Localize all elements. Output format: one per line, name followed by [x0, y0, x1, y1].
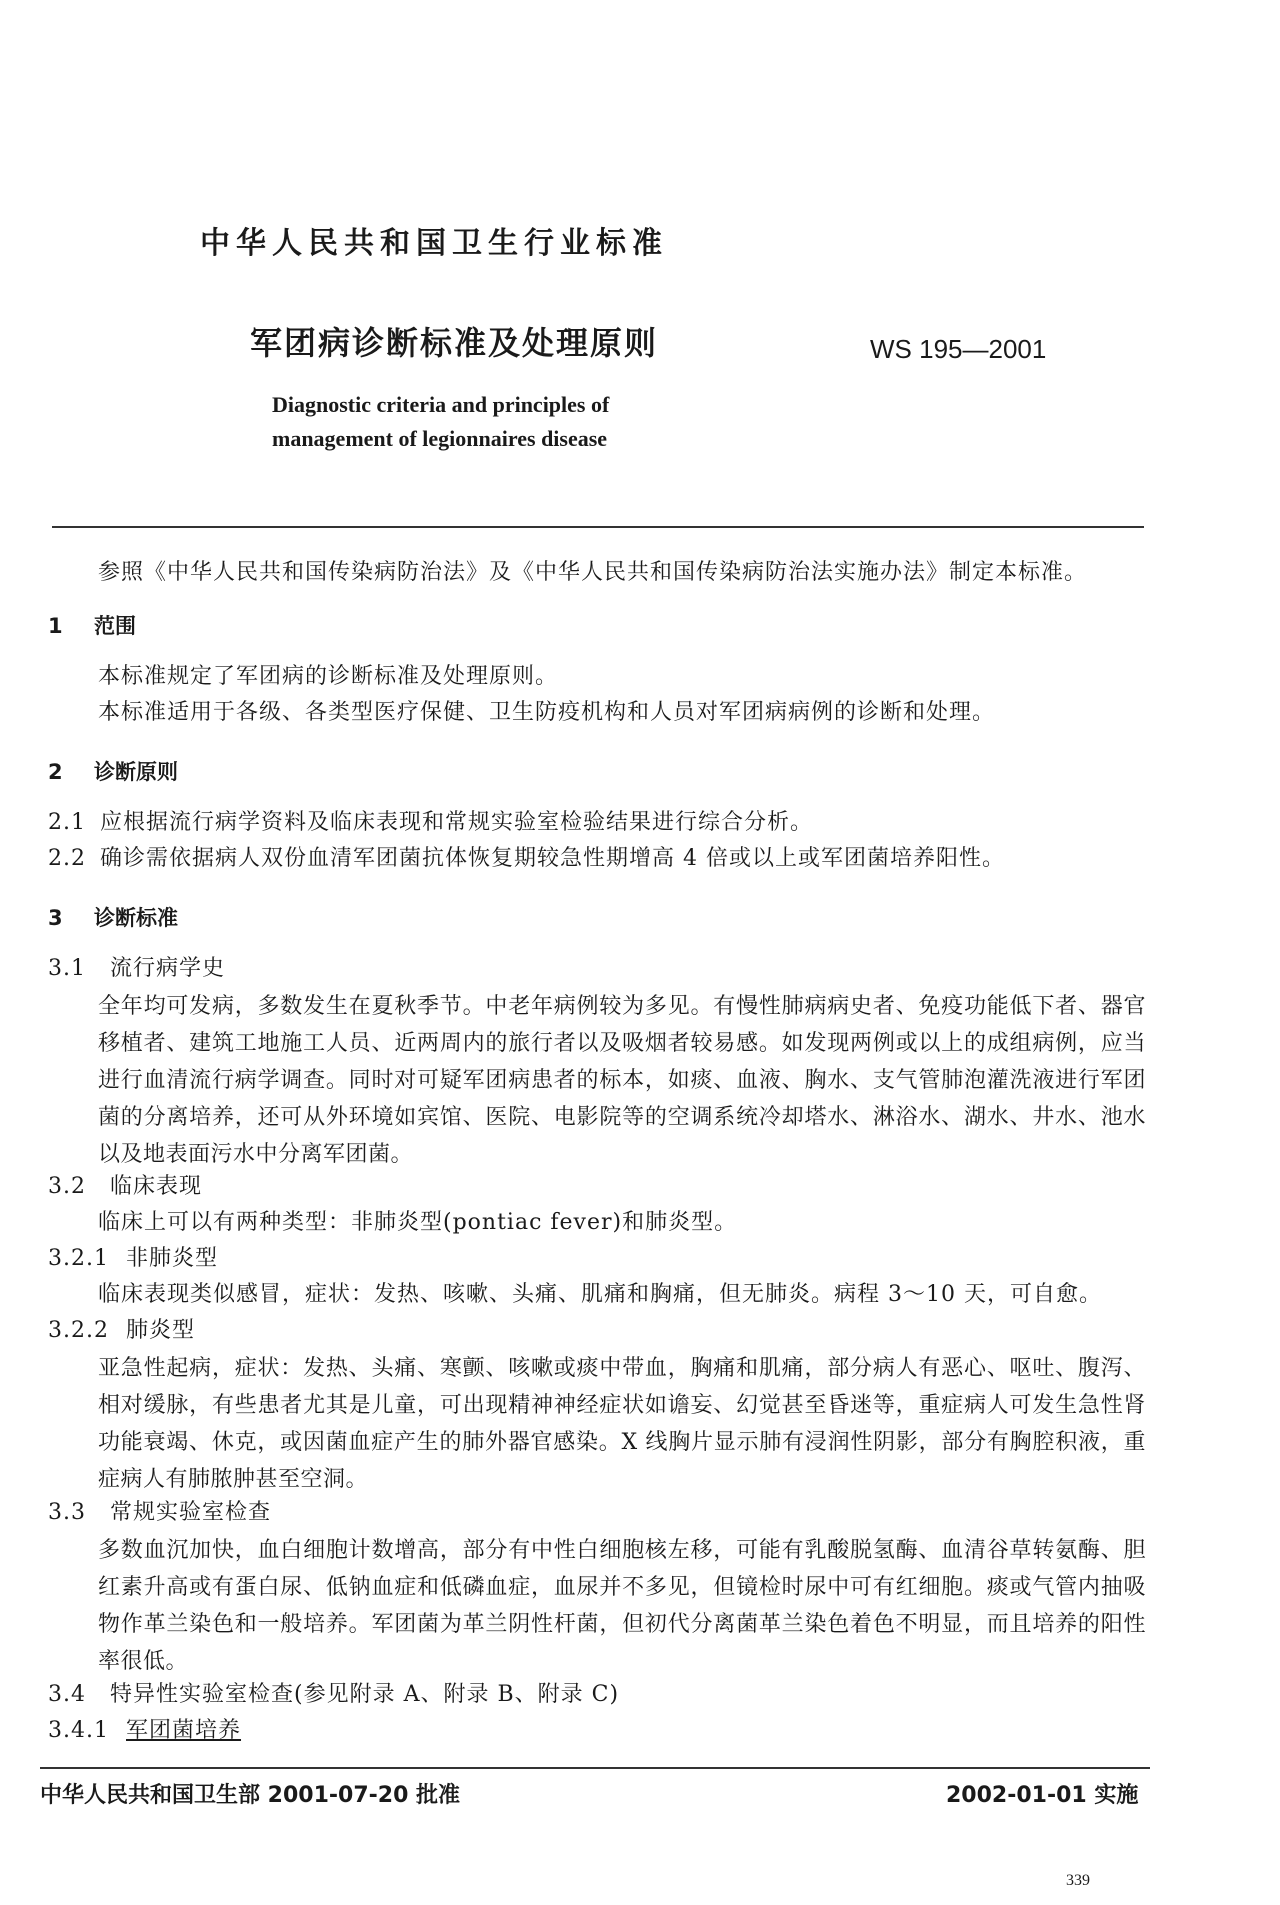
clause-title: 肺炎型 — [126, 1318, 196, 1343]
section-1-paragraph-1: 本标准规定了军团病的诊断标准及处理原则。 — [98, 664, 559, 689]
clause-3-2-1-paragraph: 临床表现类似感冒，症状：发热、咳嗽、头痛、肌痛和胸痛，但无肺炎。病程 3～10 天，可自愈。 — [98, 1282, 1102, 1307]
title-chinese: 军团病诊断标准及处理原则 — [250, 324, 659, 362]
clause-3-1-heading — [48, 952, 225, 985]
clause-2-2 — [48, 842, 1005, 875]
footer-divider — [40, 1767, 1150, 1769]
clause-title: 临床表现 — [110, 1174, 203, 1199]
intro-paragraph: 参照《中华人民共和国传染病防治法》及《中华人民共和国传染病防治法实施办法》制定本标准。 — [98, 560, 1088, 585]
standard-type-heading: 中华人民共和国卫生行业标准 — [200, 226, 668, 261]
clause-number: 3.4.1 — [48, 1718, 109, 1743]
header-divider — [52, 526, 1144, 528]
clause-title: 非肺炎型 — [126, 1246, 219, 1271]
clause-3-3-paragraph: 多数血沉加快，血白细胞计数增高，部分有中性白细胞核左移，可能有乳酸脱氢酶、血清谷草转氨酶、胆红素升高或有蛋白尿、低钠血症和低磷血症，血尿并不多见，但镜检时尿中可有红细胞。痰或气管内抽吸物作革兰染色和一般培养。军团菌为革兰阴性杆菌，但初代分离菌革兰染色着色不明显，而且培养的阳性率很低。 — [98, 1538, 1146, 1674]
section-number: 1 — [48, 614, 63, 638]
standard-code: WS 195—2001 — [870, 334, 1047, 364]
section-number: 2 — [48, 760, 63, 784]
clause-2-1 — [48, 806, 813, 839]
clause-number: 2.1 — [48, 810, 86, 835]
section-1-heading — [48, 610, 136, 640]
section-title: 诊断标准 — [94, 906, 178, 930]
clause-title: 常规实验室检查 — [110, 1500, 272, 1525]
clause-number: 2.2 — [48, 846, 86, 871]
section-title: 范围 — [94, 614, 136, 638]
clause-text: 应根据流行病学资料及临床表现和常规实验室检验结果进行综合分析。 — [100, 810, 814, 835]
page-number: 339 — [1066, 1872, 1090, 1889]
section-title: 诊断原则 — [94, 760, 178, 784]
section-3-heading — [48, 902, 178, 932]
clause-number: 3.3 — [48, 1500, 86, 1525]
approval-line: 中华人民共和国卫生部 2001-07-20 批准 — [40, 1783, 461, 1808]
clause-3-2-2-heading — [48, 1314, 195, 1347]
clause-3-2-heading — [48, 1170, 202, 1203]
clause-number: 3.1 — [48, 956, 86, 981]
clause-3-3-heading — [48, 1496, 271, 1529]
clause-3-4-heading — [48, 1678, 619, 1711]
title-english-line1: Diagnostic criteria and principles of — [272, 392, 610, 417]
clause-number: 3.2.1 — [48, 1246, 109, 1271]
title-english-line2: management of legionnaires disease — [272, 426, 608, 451]
clause-3-1-paragraph: 全年均可发病，多数发生在夏秋季节。中老年病例较为多见。有慢性肺病病史者、免疫功能低下者、器官移植者、建筑工地施工人员、近两周内的旅行者以及吸烟者较易感。如发现两例或以上的成组病例，应当进行血清流行病学调查。同时对可疑军团病患者的标本，如痰、血液、胸水、支气管肺泡灌洗液进行军团菌的分离培养，还可从外环境如宾馆、医院、电影院等的空调系统冷却塔水、淋浴水、湖水、井水、池水以及地表面污水中分离军团菌。 — [98, 994, 1146, 1167]
clause-title: 军团菌培养 — [126, 1718, 242, 1743]
clause-3-2-1-heading — [48, 1242, 218, 1275]
clause-3-2-2-paragraph: 亚急性起病，症状：发热、头痛、寒颤、咳嗽或痰中带血，胸痛和肌痛，部分病人有恶心、呕吐、腹泻、相对缓脉，有些患者尤其是儿童，可出现精神神经症状如谵妄、幻觉甚至昏迷等，重症病人可发生急性肾功能衰竭、休克，或因菌血症产生的肺外器官感染。X 线胸片显示肺有浸润性阴影，部分有胸腔积液，重症病人有肺脓肿甚至空洞。 — [98, 1356, 1146, 1492]
clause-3-4-1-heading — [48, 1714, 241, 1747]
clause-text: 确诊需依据病人双份血清军团菌抗体恢复期较急性期增高 4 倍或以上或军团菌培养阳性。 — [100, 846, 1005, 871]
section-2-heading — [48, 756, 178, 786]
section-number: 3 — [48, 906, 63, 930]
clause-number: 3.2 — [48, 1174, 86, 1199]
clause-number: 3.4 — [48, 1682, 86, 1707]
clause-title: 特异性实验室检查(参见附录 A、附录 B、附录 C) — [110, 1682, 620, 1707]
section-1-paragraph-2: 本标准适用于各级、各类型医疗保健、卫生防疫机构和人员对军团病病例的诊断和处理。 — [98, 700, 996, 725]
clause-3-2-paragraph: 临床上可以有两种类型：非肺炎型(pontiac fever)和肺炎型。 — [98, 1210, 738, 1235]
clause-title: 流行病学史 — [110, 956, 226, 981]
clause-number: 3.2.2 — [48, 1318, 109, 1343]
implementation-line: 2002-01-01 实施 — [946, 1783, 1139, 1808]
